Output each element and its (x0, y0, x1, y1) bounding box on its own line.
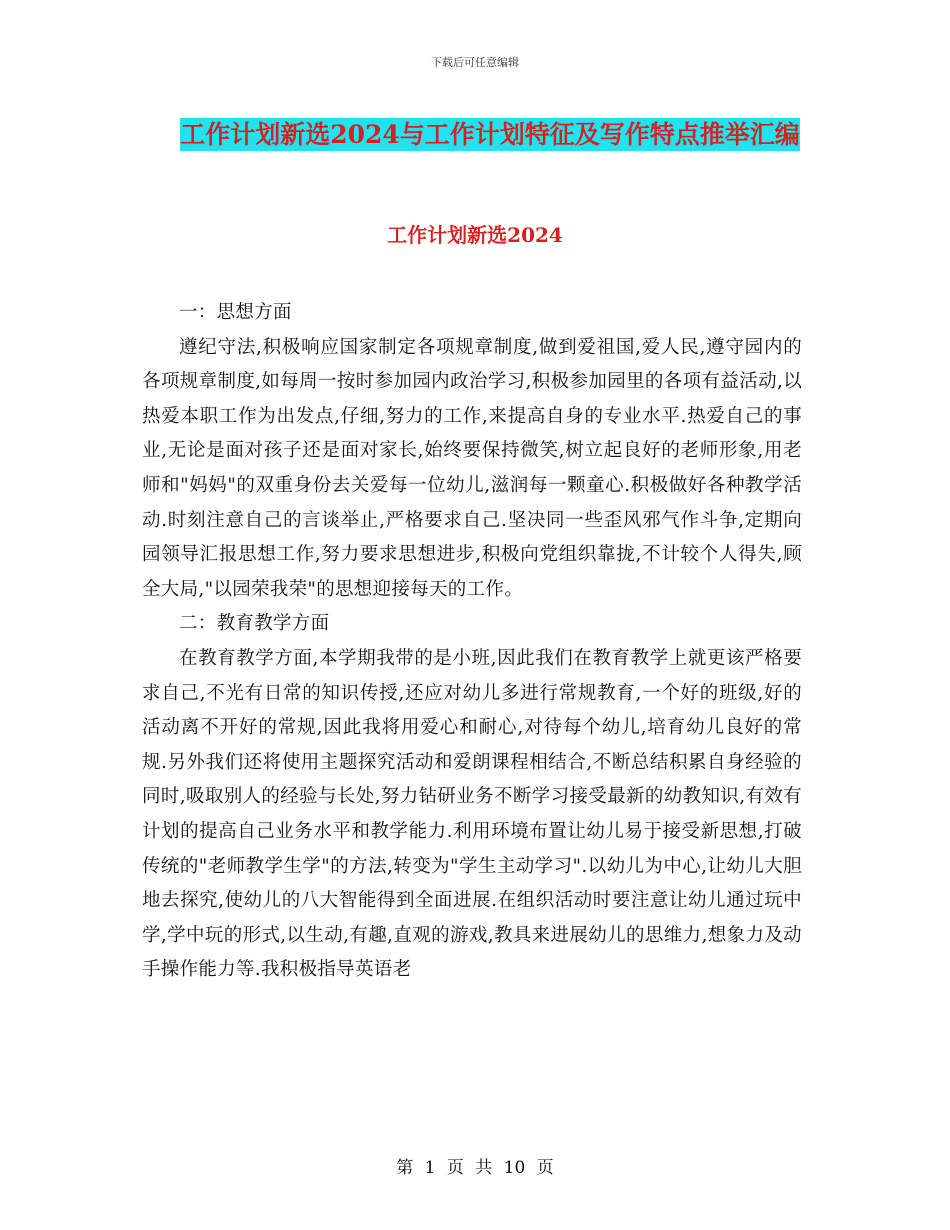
page-header-note: 下载后可任意编辑 (431, 56, 519, 69)
section-title: 工作计划新选2024 (387, 223, 563, 247)
document-title-text: 工作计划新选2024与工作计划特征及写作特点推举汇编 (180, 120, 800, 149)
paragraph-thought: 遵纪守法,积极响应国家制定各项规章制度,做到爱祖国,爱人民,遵守园内的各项规章制度,如每周一按时参加园内政治学习,积极参加园里的各项有益活动,以热爱本职工作为出发点,仔细,努力的工作,来提高自身的专业水平.热爱自己的事业,无论是面对孩子还是面对家长,始终要保持微笑,树立起良好的老师形象,用老师和"妈妈"的双重身份去关爱每一位幼儿,滋润每一颗童心.积极做好各种教学活动.时刻注意自己的言谈举止,严格要求自己.坚决同一些歪风邪气作斗争,定期向园领导汇报思想工作,努力要求思想进步,积极向党组织靠拢,不计较个人得失,顾全大局,"以园荣我荣"的思想迎接每天的工作。 (142, 336, 803, 600)
section-heading-thought: 一：思想方面 (179, 302, 292, 323)
paragraph-teaching: 在教育教学方面,本学期我带的是小班,因此我们在教育教学上就更该严格要求自己,不光有日常的知识传授,还应对幼儿多进行常规教育,一个好的班级,好的活动离不开好的常规,因此我将用爱心和耐心,对待每个幼儿,培育幼儿良好的常规.另外我们还将使用主题探究活动和爱朗课程相结合,不断总结积累自身经验的同时,吸取别人的经验与长处,努力钻研业务不断学习接受最新的幼教知识,有效有计划的提高自己业务水平和教学能力.利用环境布置让幼儿易于接受新思想,打破传统的"老师教学生学"的方法,转变为"学生主动学习".以幼儿为中心,让幼儿大胆地去探究,使幼儿的八大智能得到全面进展.在组织活动时要注意让幼儿通过玩中学,学中玩的形式,以生动,有趣,直观的游戏,教具来进展幼儿的思维力,想象力及动手操作能力等.我积极指导英语老 (142, 647, 802, 981)
document-body (142, 296, 802, 988)
page-footer: 第 1 页 共 10 页 (396, 1158, 554, 1178)
section-heading-teaching: 二：教育教学方面 (179, 613, 330, 635)
document-title (140, 112, 840, 158)
